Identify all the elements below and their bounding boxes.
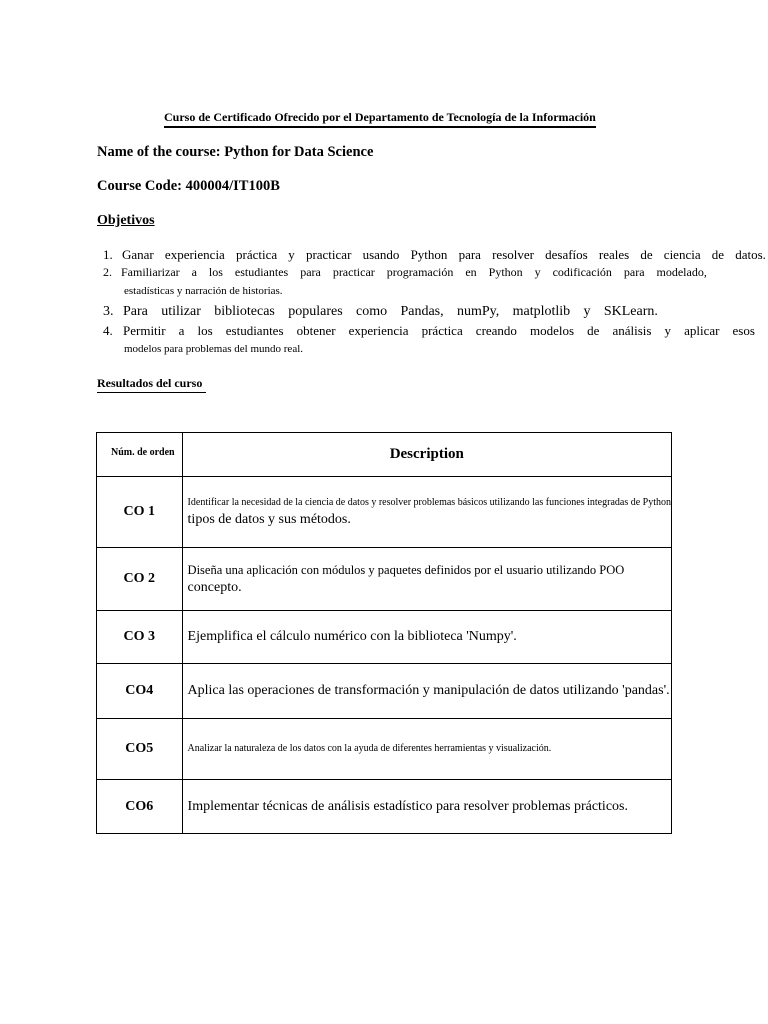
description-line: Implementar técnicas de análisis estadístico para resolver problemas prácticos.: [187, 798, 628, 814]
objective-word: codificación: [552, 265, 612, 279]
objective-word: datos.: [735, 247, 766, 262]
objective-word: resolver: [492, 247, 534, 262]
objective-word: práctica: [235, 247, 278, 262]
results-heading: Resultados del curso: [97, 376, 206, 393]
objective-word: como: [356, 304, 388, 319]
outcome-description: [182, 548, 671, 611]
objective-word: Para: [123, 304, 148, 319]
description-line: Diseña una aplicación con módulos y paquetes definidos por el usuario utilizando POO: [187, 562, 625, 577]
outcome-code: CO5: [97, 719, 183, 780]
table-row: [97, 719, 672, 780]
outcome-description: [182, 664, 671, 719]
objective-item: [122, 247, 766, 263]
objective-word: de: [711, 247, 725, 262]
objective-word: modelos: [530, 323, 575, 338]
objective-word: estudiantes: [225, 323, 284, 338]
objective-word: a: [191, 265, 197, 279]
objective-word: para: [458, 247, 481, 262]
objective-word: creando: [475, 323, 517, 338]
objective-item: [123, 304, 658, 320]
header-description: Description: [182, 433, 671, 477]
objective-word: Python: [488, 265, 523, 279]
page-title: Curso de Certificado Ofrecido por el Departamento de Tecnología de la Información: [164, 110, 596, 128]
objective-word: experiencia: [164, 247, 225, 262]
objective-word: a: [178, 323, 185, 338]
objective-word: ciencia: [663, 247, 701, 262]
objective-number: 2.: [103, 265, 112, 279]
outcome-code: CO 3: [97, 611, 183, 664]
objective-word: los: [197, 323, 213, 338]
objective-word: populares: [288, 304, 343, 319]
objective-number: 3.: [103, 304, 114, 319]
objective-word: utilizar: [161, 304, 201, 319]
objective-word: de: [587, 323, 600, 338]
table-row: [97, 548, 672, 611]
objective-word: numPy,: [456, 304, 500, 319]
objective-word: matplotlib: [512, 304, 571, 319]
table-row: [97, 664, 672, 719]
objective-word: practicar: [332, 265, 375, 279]
course-name: Name of the course: Python for Data Science: [97, 144, 374, 160]
objective-word: desafíos: [545, 247, 588, 262]
outcome-code: CO 2: [97, 548, 183, 611]
objective-word: análisis: [612, 323, 652, 338]
objective-word: Permitir: [123, 323, 166, 338]
objective-word: los: [208, 265, 223, 279]
objective-word: practicar: [305, 247, 352, 262]
objective-word: y: [583, 304, 591, 319]
header-order-number: Núm. de orden: [97, 433, 183, 477]
objective-word: programación: [386, 265, 454, 279]
objective-item: [123, 323, 755, 339]
description-line: Ejemplifica el cálculo numérico con la biblioteca 'Numpy'.: [187, 629, 517, 644]
objective-word: modelado,: [656, 265, 707, 279]
objective-word: y: [664, 323, 672, 338]
objective-number: 4.: [103, 323, 113, 338]
objective-word: y: [534, 265, 541, 279]
description-line: concepto.: [187, 579, 242, 595]
outcome-description: [182, 611, 671, 664]
objective-word: experiencia: [348, 323, 409, 338]
description-line: Aplica las operaciones de transformación y manipulación de datos utilizando 'pandas'.: [187, 683, 670, 698]
objective-word: Familiarizar: [121, 265, 180, 279]
objective-word: práctica: [421, 323, 463, 338]
table-row: [97, 611, 672, 664]
table-row: [97, 477, 672, 548]
table-row: [97, 780, 672, 834]
objective-word: obtener: [296, 323, 336, 338]
objective-word: para: [623, 265, 645, 279]
outcome-description: [182, 719, 671, 780]
course-code: Course Code: 400004/IT100B: [97, 178, 280, 194]
objective-word: Ganar: [122, 247, 154, 262]
objective-word: Pandas,: [400, 304, 444, 319]
objective-word: aplicar: [684, 323, 720, 338]
objective-item: [121, 265, 707, 280]
objective-word: Python: [410, 247, 448, 262]
objective-word: reales: [598, 247, 630, 262]
objective-word: esos: [732, 323, 755, 338]
objective-word: bibliotecas: [214, 304, 275, 319]
table-header-row: [97, 433, 672, 477]
description-line: Analizar la naturaleza de los datos con la ayuda de diferentes herramientas y visualización.: [187, 743, 552, 754]
outcome-code: CO4: [97, 664, 183, 719]
outcome-code: CO6: [97, 780, 183, 834]
objective-word: y: [288, 247, 295, 262]
objectives-heading: Objetivos: [97, 213, 155, 228]
objective-word: estudiantes: [234, 265, 289, 279]
outcome-description: [182, 477, 671, 548]
description-line: tipos de datos y sus métodos.: [187, 511, 351, 527]
outcome-description: [182, 780, 671, 834]
objective-word: de: [640, 247, 653, 262]
outcomes-table: [96, 432, 672, 834]
objective-word: usando: [362, 247, 400, 262]
objective-continuation: modelos para problemas del mundo real.: [124, 343, 304, 355]
objective-number: 1.: [103, 247, 113, 262]
objective-word: en: [465, 265, 477, 279]
objective-word: SKLearn.: [603, 304, 658, 319]
objective-continuation: estadísticas y narración de historias.: [124, 285, 283, 297]
description-line: Identificar la necesidad de la ciencia de datos y resolver problemas básicos utilizando las funciones integradas de Python: [187, 496, 671, 508]
objective-word: para: [300, 265, 321, 279]
outcome-code: CO 1: [97, 477, 183, 548]
